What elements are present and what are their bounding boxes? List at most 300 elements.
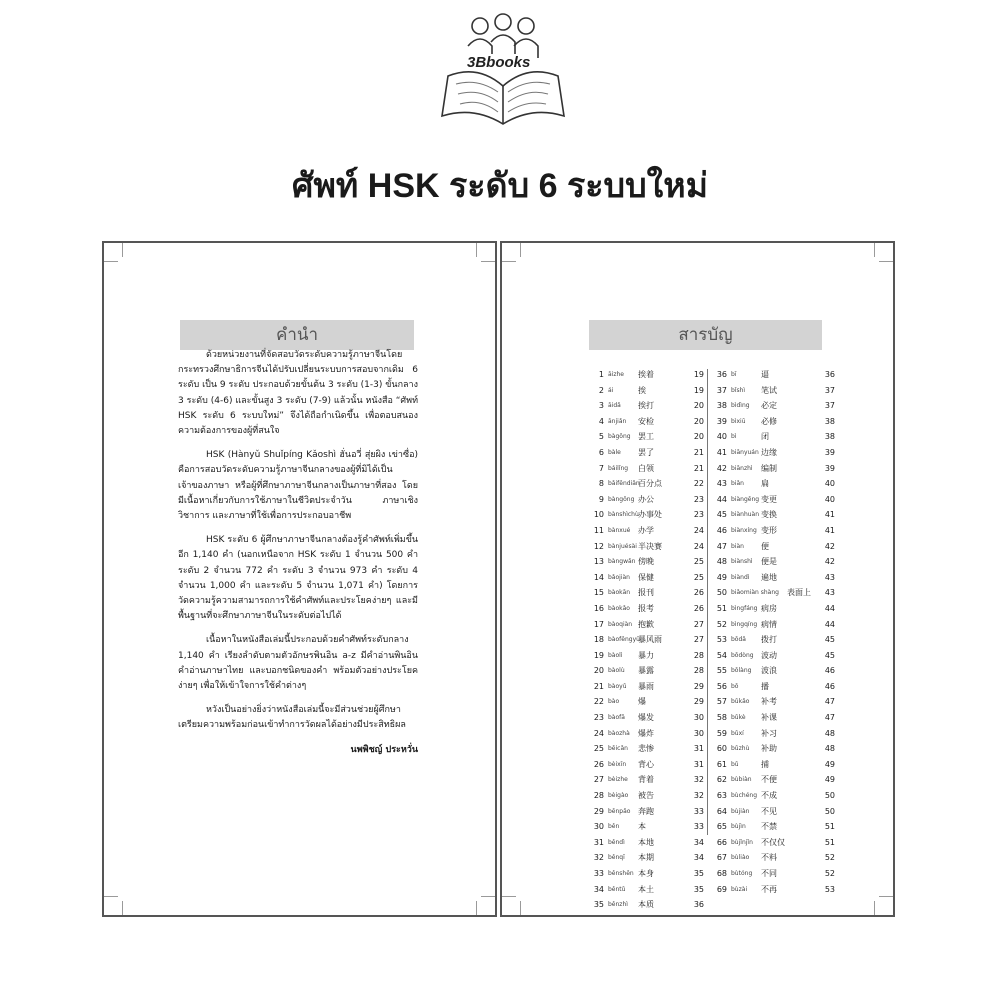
toc-entry-hanzi: 暴露 — [638, 666, 654, 676]
toc-entry-number: 2 — [598, 385, 604, 395]
toc-entry-hanzi: 报刊 — [638, 588, 654, 598]
toc-entry-hanzi: 不成 — [761, 791, 777, 801]
toc-entry-number: 38 — [716, 401, 727, 411]
toc-entry-hanzi: 边缘 — [761, 447, 777, 457]
toc-entry-page: 41 — [824, 525, 835, 535]
toc-entry-pinyin: bìngfáng — [731, 604, 758, 612]
toc-entry-page: 40 — [824, 494, 835, 504]
toc-entry-hanzi: 罢了 — [638, 447, 654, 457]
toc-entry-pinyin: bànxué — [608, 526, 631, 534]
toc-entry-number: 61 — [716, 759, 727, 769]
toc-entry — [713, 554, 835, 570]
toc-entry-pinyin: bō — [731, 682, 739, 690]
toc-entry — [713, 523, 835, 539]
toc-entry-pinyin: bàokǎo — [608, 604, 630, 612]
toc-entry — [590, 445, 704, 461]
toc-entry-page: 43 — [824, 588, 835, 598]
toc-entry-hanzi: 本期 — [638, 853, 654, 863]
toc-entry-number: 15 — [593, 588, 604, 598]
toc-entry-page: 30 — [693, 728, 704, 738]
toc-entry-pinyin: biǎomiàn shàng — [731, 589, 779, 597]
toc-entry-pinyin: bàozhà — [608, 729, 630, 737]
toc-entry-page: 25 — [693, 572, 704, 582]
toc-entry — [713, 383, 835, 399]
preface-paragraph: ด้วยหน่วยงานที่จัดสอบวัดระดับความรู้ภาษาจีนโดยกระทรวงศึกษาธิการจีนได้ปรับเปลี่ยนระบบการสอบจากเดิม 6 ระดับ เป็น 9 ระดับ ประกอบด้วยขั้นต้น 3 ระดับ (1-3) ขั้นกลาง 3 ระดับ (4-6) และขั้นสูง 3 ระดับ (7-9) แล้วนั้น หนังสือ “ศัพท์ HSK ระดับ 6 ระบบใหม่” จึงได้ถือกำเนิดขึ้น เพื่อตอบสนองความต้องการของผู้ที่สนใจ — [178, 350, 418, 437]
preface-page — [102, 241, 497, 917]
toc-entry-number: 41 — [716, 447, 727, 457]
toc-entry-hanzi: 被告 — [638, 791, 654, 801]
toc-entry-pinyin: bōlàng — [731, 667, 752, 675]
toc-entry-pinyin: běnshēn — [608, 870, 634, 877]
toc-entry-hanzi: 傍晚 — [638, 557, 654, 567]
toc-entry-page: 33 — [693, 806, 704, 816]
toc-entry-pinyin: bàle — [608, 448, 621, 456]
toc-entry — [713, 398, 835, 414]
toc-entry-page: 31 — [693, 759, 704, 769]
toc-entry — [713, 882, 835, 898]
toc-entry — [713, 585, 835, 601]
toc-entry-number: 39 — [716, 416, 727, 426]
toc-entry-pinyin: bùjǐnjǐn — [731, 838, 753, 846]
toc-entry-number: 19 — [593, 650, 604, 660]
toc-entry-hanzi: 波浪 — [761, 666, 777, 676]
toc-entry-page: 51 — [824, 822, 835, 832]
toc-entry-pinyin: biànhuàn — [731, 511, 760, 519]
preface-paragraph: HSK (Hànyǔ Shuǐpíng Kǎoshì ฮั่นอวี่ สุ่ยผิง เข่าซื่อ) คือการสอบวัดระดับความรู้ภาษาจีนกลางของผู้ที่มิได้เป็นเจ้าของภาษา หรือผู้ที่ศึกษาภาษาจีนกลางเป็นภาษาที่สอง โดยมีเนื้อหาเกี่ยวกับการใช้ภาษาในชีวิตประจำวัน ภาษาเชิงวิชาการ และภาษาที่ใช้เพื่อการประกอบอาชีพ — [178, 450, 418, 522]
toc-entry-page: 28 — [693, 666, 704, 676]
toc-entry-pinyin: bǐshì — [731, 386, 746, 394]
toc-entry-number: 5 — [598, 432, 604, 442]
toc-entry — [713, 414, 835, 430]
toc-entry-pinyin: bàofēngyǔ — [608, 636, 640, 644]
toc-entry-number: 31 — [593, 837, 604, 847]
toc-entry — [590, 663, 704, 679]
toc-entry-page: 44 — [824, 619, 835, 629]
toc-entry — [590, 429, 704, 445]
toc-entry-pinyin: bùtóng — [731, 870, 753, 877]
toc-entry — [713, 445, 835, 461]
toc-entry — [713, 819, 835, 835]
toc-entry — [713, 726, 835, 742]
toc-entry-page: 43 — [824, 572, 835, 582]
toc-entry-number: 59 — [716, 728, 727, 738]
toc-entry-hanzi: 挨着 — [638, 370, 654, 379]
brand-name: 3Bbooks — [464, 54, 533, 71]
toc-entry — [590, 554, 704, 570]
toc-entry-pinyin: bàgōng — [608, 433, 631, 441]
toc-entry-hanzi: 播 — [761, 681, 769, 691]
toc-entry-number: 34 — [593, 884, 604, 894]
toc-entry-number: 4 — [598, 416, 604, 426]
toc-entry-number: 10 — [593, 510, 604, 520]
toc-entry — [713, 850, 835, 866]
toc-entry-pinyin: biànshì — [731, 558, 753, 566]
toc-entry-pinyin: bàoyǔ — [608, 682, 627, 690]
toc-entry-pinyin: bùliào — [731, 854, 750, 862]
toc-entry — [713, 539, 835, 555]
toc-entry-hanzi: 不再 — [761, 884, 777, 894]
toc-entry-pinyin: báilǐng — [608, 464, 629, 472]
toc-entry-number: 20 — [593, 666, 604, 676]
toc-entry-hanzi: 爆 — [638, 697, 646, 707]
toc-entry-pinyin: bàoqiàn — [608, 620, 633, 628]
toc-entry-pinyin: bùbiàn — [731, 776, 752, 784]
toc-entry — [590, 398, 704, 414]
toc-entry — [713, 461, 835, 477]
toc-entry — [590, 367, 704, 383]
toc-entry-hanzi: 背心 — [638, 759, 654, 769]
toc-entry-pinyin: bàofā — [608, 714, 625, 722]
toc-entry-pinyin: bàolì — [608, 651, 623, 659]
toc-entry-number: 36 — [716, 370, 727, 379]
toc-entry-number: 29 — [593, 806, 604, 816]
toc-entry-hanzi: 爆炸 — [638, 728, 654, 738]
toc-entry-hanzi: 不同 — [761, 869, 777, 878]
toc-entry — [713, 710, 835, 726]
toc-entry-page: 23 — [693, 510, 704, 520]
toc-entry — [590, 850, 704, 866]
toc-entry-hanzi: 爆发 — [638, 713, 654, 723]
toc-entry-pinyin: bàngwǎn — [608, 558, 636, 566]
toc-entry-hanzi: 补习 — [761, 728, 777, 738]
toc-entry-pinyin: bìxiū — [731, 417, 746, 425]
toc-entry-pinyin: bǔxí — [731, 729, 744, 737]
toc-entry-hanzi: 暴雨 — [638, 681, 654, 691]
toc-entry-pinyin: bànjuésài — [608, 542, 637, 550]
toc-entry-pinyin: bùchéng — [731, 792, 758, 800]
toc-entry-number: 54 — [716, 650, 727, 660]
toc-entry-hanzi: 不禁 — [761, 822, 777, 832]
toc-entry — [713, 367, 835, 383]
toc-entry-hanzi: 病情 — [761, 619, 777, 629]
preface-paragraph: หวังเป็นอย่างยิ่งว่าหนังสือเล่มนี้จะมีส่วนช่วยผู้ศึกษาเตรียมความพร้อมก่อนเข้าทำการวัดผลได้อย่างมีประสิทธิผล — [178, 705, 406, 731]
toc-entry — [590, 601, 704, 617]
toc-entry-page: 29 — [693, 681, 704, 691]
toc-entry-number: 37 — [716, 385, 727, 395]
toc-entry-page: 20 — [693, 416, 704, 426]
toc-entry-number: 57 — [716, 697, 727, 707]
toc-entry — [590, 788, 704, 804]
toc-entry-hanzi: 补助 — [761, 744, 777, 754]
toc-entry-page: 34 — [693, 853, 704, 863]
toc-entry-number: 56 — [716, 681, 727, 691]
toc-entry-number: 60 — [716, 744, 727, 754]
toc-entry-hanzi: 背着 — [638, 775, 654, 785]
toc-entry-page: 53 — [824, 884, 835, 894]
toc-entry-page: 39 — [824, 447, 835, 457]
toc-entry-hanzi: 遍地 — [761, 572, 777, 582]
toc-entry-page: 30 — [693, 713, 704, 723]
toc-entry-number: 69 — [716, 884, 727, 894]
toc-entry-number: 8 — [598, 479, 604, 489]
toc-entry-number: 68 — [716, 869, 727, 878]
people-icon — [468, 14, 538, 58]
toc-entry-hanzi: 捕 — [761, 759, 769, 769]
toc-entry-hanzi: 病房 — [761, 603, 777, 613]
toc-entry — [590, 772, 704, 788]
toc-entry-hanzi: 挨 — [638, 385, 646, 395]
toc-entry — [713, 632, 835, 648]
toc-entry-hanzi: 笔试 — [761, 385, 777, 395]
toc-entry-hanzi: 变更 — [761, 494, 777, 504]
toc-entry-page: 52 — [824, 869, 835, 878]
toc-entry-page: 39 — [824, 463, 835, 473]
toc-entry — [590, 492, 704, 508]
toc-entry — [590, 585, 704, 601]
toc-entry — [590, 679, 704, 695]
toc-entry-number: 33 — [593, 869, 604, 878]
toc-entry-page: 42 — [824, 541, 835, 551]
toc-entry-page: 45 — [824, 650, 835, 660]
toc-entry-pinyin: bàokān — [608, 589, 631, 597]
book-title: ศัพท์ HSK ระดับ 6 ระบบใหม่ — [291, 167, 709, 205]
toc-entry — [713, 804, 835, 820]
toc-entry-page: 46 — [824, 666, 835, 676]
toc-entry — [713, 507, 835, 523]
toc-entry-number: 35 — [593, 900, 604, 910]
toc-entry-pinyin: bìngqíng — [731, 620, 758, 628]
toc-entry-page: 52 — [824, 853, 835, 863]
toc-entry-hanzi: 不见 — [761, 806, 777, 816]
toc-entry-number: 65 — [716, 822, 727, 832]
toc-entry-hanzi: 报考 — [638, 603, 654, 613]
toc-column-1 — [590, 367, 704, 913]
toc-entry-hanzi: 白领 — [638, 463, 654, 473]
toc-entry — [590, 383, 704, 399]
toc-entry — [713, 663, 835, 679]
toc-entry-hanzi: 本土 — [638, 884, 654, 894]
toc-entry-number: 17 — [593, 619, 604, 629]
toc-entry-number: 67 — [716, 853, 727, 863]
toc-entry-number: 42 — [716, 463, 727, 473]
toc-entry — [590, 570, 704, 586]
toc-entry-hanzi: 半决赛 — [638, 541, 662, 551]
toc-entry — [590, 897, 704, 913]
toc-entry-hanzi: 波动 — [761, 650, 777, 660]
toc-entry-number: 44 — [716, 494, 727, 504]
toc-entry-pinyin: biàndì — [731, 573, 750, 581]
toc-entry-page: 29 — [693, 697, 704, 707]
toc-entry-hanzi: 暴风雨 — [638, 635, 662, 645]
toc-entry-number: 28 — [593, 791, 604, 801]
toc-entry-hanzi: 本 — [638, 822, 646, 832]
toc-entry — [590, 414, 704, 430]
toc-entry-pinyin: biànxíng — [731, 526, 757, 534]
toc-entry-hanzi: 办公 — [638, 494, 654, 504]
toc-entry-hanzi: 本身 — [638, 869, 654, 878]
toc-entry-pinyin: běn — [608, 823, 620, 831]
toc-entry-pinyin: bǎifēndiǎn — [608, 480, 640, 488]
toc-entry-page: 41 — [824, 510, 835, 520]
toc-entry-number: 64 — [716, 806, 727, 816]
toc-entry-number: 9 — [598, 494, 604, 504]
toc-entry-page: 22 — [693, 479, 704, 489]
toc-entry — [590, 882, 704, 898]
toc-entry-hanzi: 闭 — [761, 432, 769, 442]
toc-entry-number: 13 — [593, 557, 604, 567]
toc-entry-pinyin: bàngōng — [608, 495, 635, 503]
open-book-icon — [428, 6, 578, 136]
toc-entry-hanzi: 表面上 — [787, 588, 811, 598]
toc-entry-page: 40 — [824, 479, 835, 489]
toc-entry — [713, 741, 835, 757]
toc-entry — [713, 601, 835, 617]
toc-entry-hanzi: 奔跑 — [638, 806, 654, 816]
toc-entry-pinyin: bǔkǎo — [731, 698, 750, 706]
toc-entry-number: 30 — [593, 822, 604, 832]
toc-entry-page: 37 — [824, 385, 835, 395]
toc-entry — [590, 726, 704, 742]
toc-entry-pinyin: biānzhì — [731, 464, 753, 472]
toc-entry — [590, 757, 704, 773]
toc-entry-pinyin: biǎn — [731, 480, 744, 488]
toc-entry-number: 45 — [716, 510, 727, 520]
toc-entry-hanzi: 暴力 — [638, 650, 654, 660]
brand-logo — [428, 6, 578, 136]
toc-entry-page: 46 — [824, 681, 835, 691]
toc-entry — [590, 804, 704, 820]
toc-entry — [713, 492, 835, 508]
toc-entry-page: 36 — [693, 900, 704, 910]
toc-entry-number: 50 — [716, 588, 727, 598]
toc-entry-page: 20 — [693, 432, 704, 442]
toc-entry-number: 32 — [593, 853, 604, 863]
toc-entry-pinyin: bōdǎ — [731, 636, 746, 644]
toc-entry-number: 55 — [716, 666, 727, 676]
toc-entry-pinyin: bìdìng — [731, 402, 750, 410]
toc-entry-hanzi: 办事处 — [638, 510, 662, 520]
toc-entry-number: 47 — [716, 541, 727, 551]
toc-entry — [713, 570, 835, 586]
toc-entry-hanzi: 本质 — [638, 900, 654, 910]
toc-entry-page: 35 — [693, 884, 704, 894]
toc-entry — [590, 539, 704, 555]
toc-entry — [590, 632, 704, 648]
toc-entry-pinyin: āizhe — [608, 371, 624, 378]
toc-entry-page: 31 — [693, 744, 704, 754]
toc-entry-pinyin: běndì — [608, 838, 625, 846]
toc-entry-pinyin: biàn — [731, 542, 744, 550]
toc-entry-hanzi: 保健 — [638, 572, 654, 582]
toc-entry-hanzi: 本地 — [638, 837, 654, 847]
toc-entry-number: 52 — [716, 619, 727, 629]
toc-entry-page: 26 — [693, 588, 704, 598]
toc-entry-page: 47 — [824, 713, 835, 723]
toc-entry-pinyin: běntǔ — [608, 885, 626, 893]
toc-entry-number: 62 — [716, 775, 727, 785]
toc-entry-hanzi: 变形 — [761, 525, 777, 535]
toc-entry-page: 48 — [824, 728, 835, 738]
toc-entry — [590, 617, 704, 633]
toc-entry-number: 43 — [716, 479, 727, 489]
toc-entry-number: 48 — [716, 557, 727, 567]
toc-entry-page: 25 — [693, 557, 704, 567]
toc-entry — [590, 835, 704, 851]
toc-entry — [590, 741, 704, 757]
toc-entry-pinyin: běnqī — [608, 854, 625, 862]
toc-entry-number: 27 — [593, 775, 604, 785]
toc-entry-pinyin: běnzhì — [608, 901, 628, 909]
toc-entry-pinyin: bào — [608, 698, 620, 706]
toc-entry-number: 18 — [593, 635, 604, 645]
toc-entry — [590, 866, 704, 882]
toc-entry — [713, 866, 835, 882]
toc-entry-page: 37 — [824, 401, 835, 411]
toc-entry-pinyin: bànshìchù — [608, 511, 639, 519]
toc-entry-number: 6 — [598, 447, 604, 457]
toc-entry-page: 36 — [824, 370, 835, 379]
toc-entry — [713, 835, 835, 851]
toc-entry — [713, 648, 835, 664]
toc-entry-hanzi: 逼 — [761, 370, 769, 379]
toc-entry — [713, 757, 835, 773]
toc-entry-hanzi: 挨打 — [638, 401, 654, 411]
toc-entry-number: 40 — [716, 432, 727, 442]
toc-entry-number: 12 — [593, 541, 604, 551]
toc-entry-page: 38 — [824, 432, 835, 442]
toc-entry-page: 51 — [824, 837, 835, 847]
toc-entry — [713, 679, 835, 695]
toc-entry-page: 21 — [693, 463, 704, 473]
toc-entry — [590, 710, 704, 726]
toc-entry-page: 44 — [824, 603, 835, 613]
toc-entry-hanzi: 不料 — [761, 853, 777, 863]
toc-entry — [713, 772, 835, 788]
toc-page — [500, 241, 895, 917]
toc-entry-pinyin: bī — [731, 371, 737, 378]
toc-entry-number: 46 — [716, 525, 727, 535]
toc-entry-pinyin: bèixīn — [608, 760, 627, 768]
toc-entry-number: 23 — [593, 713, 604, 723]
toc-entry-hanzi: 不便 — [761, 775, 777, 785]
toc-divider — [707, 369, 708, 835]
toc-entry-number: 3 — [598, 401, 604, 411]
toc-entry-page: 24 — [693, 541, 704, 551]
preface-text — [178, 348, 418, 767]
toc-entry-hanzi: 编制 — [761, 463, 777, 473]
toc-entry-pinyin: bǔzhù — [731, 745, 750, 753]
toc-entry — [590, 476, 704, 492]
toc-entry-page: 26 — [693, 603, 704, 613]
toc-entry-number: 24 — [593, 728, 604, 738]
toc-entry-number: 22 — [593, 697, 604, 707]
toc-entry-pinyin: bēnpǎo — [608, 807, 631, 815]
preface-heading: คำนำ — [180, 320, 414, 350]
toc-entry-pinyin: ái — [608, 386, 614, 394]
toc-entry-number: 14 — [593, 572, 604, 582]
toc-entry-pinyin: āidǎ — [608, 402, 621, 410]
toc-entry-number: 16 — [593, 603, 604, 613]
toc-entry-page: 27 — [693, 619, 704, 629]
toc-entry-hanzi: 必修 — [761, 416, 777, 426]
toc-entry-pinyin: bǔ — [731, 760, 739, 768]
toc-entry-hanzi: 补考 — [761, 697, 777, 707]
toc-entry-page: 20 — [693, 401, 704, 411]
toc-entry-page: 33 — [693, 822, 704, 832]
toc-entry-pinyin: bèigào — [608, 792, 629, 800]
toc-entry-hanzi: 不仅仅 — [761, 837, 785, 847]
toc-entry-page: 50 — [824, 806, 835, 816]
toc-entry-page: 49 — [824, 775, 835, 785]
toc-entry-number: 7 — [598, 463, 604, 473]
toc-entry-hanzi: 扁 — [761, 479, 769, 489]
toc-entry-page: 35 — [693, 869, 704, 878]
toc-entry-pinyin: bùzài — [731, 885, 748, 893]
toc-entry — [713, 694, 835, 710]
toc-entry-number: 26 — [593, 759, 604, 769]
toc-entry-page: 48 — [824, 744, 835, 754]
toc-entry-pinyin: bàolù — [608, 667, 625, 675]
